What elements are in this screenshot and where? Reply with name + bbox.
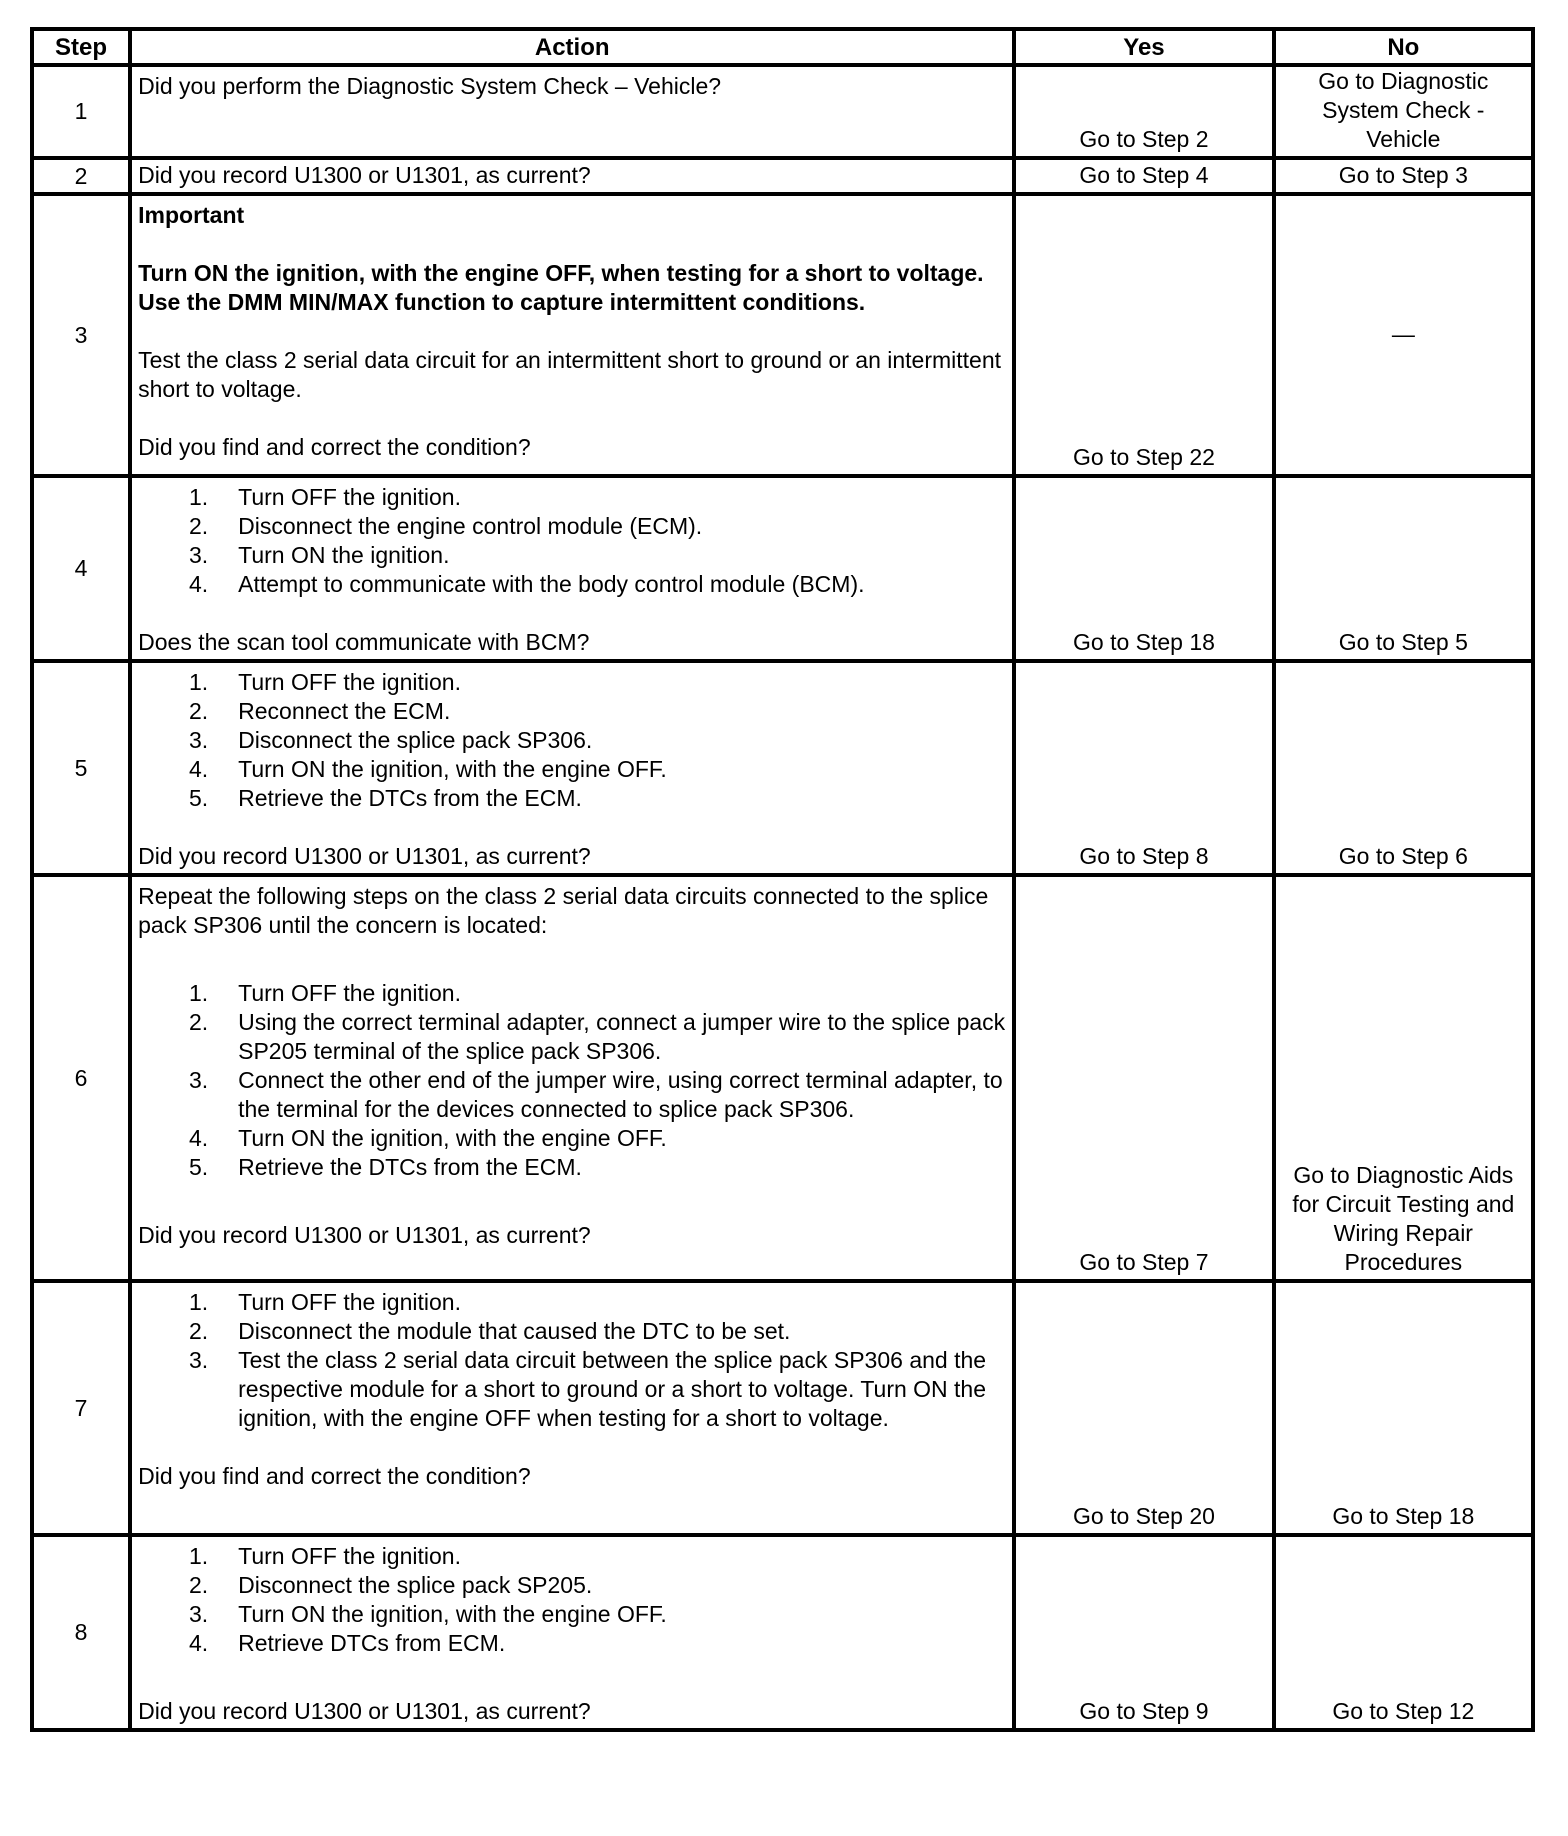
action-cell — [130, 65, 1014, 158]
substep-number: 2. — [188, 513, 209, 539]
substep-number: 2. — [188, 1009, 209, 1035]
step-number: 1 — [32, 65, 130, 158]
substep-number: 4. — [188, 571, 209, 597]
substep-list — [138, 1288, 1006, 1433]
table-row — [32, 661, 1533, 875]
header-no: No — [1274, 29, 1533, 65]
question-text: Did you record U1300 or U1301, as current? — [138, 1698, 591, 1724]
yes-link[interactable]: Go to Step 18 — [1073, 629, 1215, 655]
yes-cell — [1014, 1281, 1273, 1535]
substep-number: 4. — [188, 1630, 209, 1656]
list-item — [138, 1288, 1006, 1317]
list-item — [138, 541, 1006, 570]
list-item — [138, 483, 1006, 512]
question-text: Did you find and correct the condition? — [138, 1463, 531, 1489]
no-cell — [1274, 661, 1533, 875]
table-row — [32, 1281, 1533, 1535]
action-cell — [130, 476, 1014, 661]
substep-text: Turn OFF the ignition. — [238, 980, 461, 1006]
list-item — [138, 668, 1006, 697]
yes-link[interactable]: Go to Step 9 — [1079, 1698, 1209, 1724]
important-text: Turn ON the ignition, with the engine OFF, when testing for a short to voltage. Use the DMM MIN/MAX function to capture intermittent conditions. — [138, 260, 984, 315]
substep-number: 5. — [188, 1154, 209, 1180]
yes-cell — [1014, 661, 1273, 875]
list-item — [138, 1124, 1006, 1153]
substep-number: 3. — [188, 542, 209, 568]
no-cell — [1274, 1535, 1533, 1730]
substep-number: 2. — [188, 1318, 209, 1344]
substep-number: 5. — [188, 785, 209, 811]
list-item — [138, 1008, 1006, 1066]
intro-text: Repeat the following steps on the class 2 serial data circuits connected to the splice pack SP306 until the concern is located: — [138, 883, 989, 938]
substep-text: Turn ON the ignition. — [238, 542, 450, 568]
substep-number: 1. — [188, 484, 209, 510]
substep-text: Retrieve the DTCs from the ECM. — [238, 785, 582, 811]
list-item — [138, 726, 1006, 755]
yes-link[interactable]: Go to Step 22 — [1073, 444, 1215, 470]
list-item — [138, 1066, 1006, 1124]
substep-number: 4. — [188, 756, 209, 782]
list-item — [138, 1571, 1006, 1600]
no-link[interactable]: Go to Diagnostic Aids for Circuit Testing and Wiring Repair Procedures — [1292, 1162, 1515, 1275]
no-link[interactable]: Go to Diagnostic System Check - Vehicle — [1318, 68, 1489, 152]
list-item — [138, 1317, 1006, 1346]
no-link[interactable]: Go to Step 3 — [1338, 161, 1468, 188]
header-yes: Yes — [1014, 29, 1273, 65]
substep-number: 1. — [188, 980, 209, 1006]
substep-text: Turn OFF the ignition. — [238, 1543, 461, 1569]
table-row — [32, 476, 1533, 661]
substep-list — [138, 483, 1006, 599]
list-item — [138, 697, 1006, 726]
no-link[interactable]: Go to Step 18 — [1332, 1503, 1475, 1529]
action-cell — [130, 875, 1014, 1281]
substep-text: Reconnect the ECM. — [238, 698, 451, 724]
list-item — [138, 1542, 1006, 1571]
no-cell — [1274, 476, 1533, 661]
substep-number: 3. — [188, 1067, 209, 1093]
no-link[interactable]: Go to Step 5 — [1338, 629, 1468, 655]
list-item — [138, 979, 1006, 1008]
step-number: 5 — [32, 661, 130, 875]
substep-text: Test the class 2 serial data circuit between the splice pack SP306 and the respective module for a short to ground or a short to voltage. Turn ON the ignition, with the engine OFF when testing for a short to voltage. — [238, 1347, 987, 1431]
step-number: 2 — [32, 158, 130, 194]
substep-text: Turn ON the ignition, with the engine OFF. — [238, 1125, 667, 1151]
yes-link[interactable]: Go to Step 4 — [1079, 161, 1209, 188]
step-number: 4 — [32, 476, 130, 661]
question-text: Did you perform the Diagnostic System Check – Vehicle? — [138, 73, 722, 99]
no-cell — [1274, 65, 1533, 158]
substep-text: Turn OFF the ignition. — [238, 1289, 461, 1315]
list-item — [138, 1629, 1006, 1658]
yes-link[interactable]: Go to Step 2 — [1079, 126, 1209, 152]
no-cell — [1274, 194, 1533, 476]
action-cell — [130, 158, 1014, 194]
list-item — [138, 512, 1006, 541]
yes-cell — [1014, 1535, 1273, 1730]
substep-number: 3. — [188, 727, 209, 753]
question-text: Does the scan tool communicate with BCM? — [138, 629, 590, 655]
no-cell — [1274, 158, 1533, 194]
substep-number: 1. — [188, 1289, 209, 1315]
substep-text: Disconnect the module that caused the DTC to be set. — [238, 1318, 791, 1344]
question-text: Did you find and correct the condition? — [138, 434, 531, 460]
no-cell — [1274, 1281, 1533, 1535]
question-text: Did you record U1300 or U1301, as current? — [138, 162, 591, 188]
table-row — [32, 1535, 1533, 1730]
substep-text: Connect the other end of the jumper wire, using correct terminal adapter, to the terminal for the devices connected to splice pack SP306. — [238, 1067, 1003, 1122]
substep-number: 3. — [188, 1601, 209, 1627]
substep-number: 2. — [188, 1572, 209, 1598]
substep-number: 3. — [188, 1347, 209, 1373]
header-row — [32, 29, 1533, 65]
list-item — [138, 755, 1006, 784]
yes-cell — [1014, 476, 1273, 661]
substep-text: Disconnect the engine control module (ECM). — [238, 513, 703, 539]
action-cell — [130, 661, 1014, 875]
substep-text: Retrieve DTCs from ECM. — [238, 1630, 506, 1656]
step-number: 7 — [32, 1281, 130, 1535]
yes-cell — [1014, 158, 1273, 194]
question-text: Did you record U1300 or U1301, as current? — [138, 1222, 591, 1248]
substep-list — [138, 668, 1006, 813]
yes-link[interactable]: Go to Step 20 — [1073, 1503, 1215, 1529]
diagnostic-table — [30, 27, 1535, 1732]
no-link[interactable]: Go to Step 12 — [1332, 1698, 1475, 1724]
substep-text: Turn ON the ignition, with the engine OFF. — [238, 1601, 667, 1627]
yes-cell — [1014, 875, 1273, 1281]
no-dash: — — [1391, 320, 1415, 347]
list-item — [138, 1600, 1006, 1629]
substep-list — [138, 979, 1006, 1182]
list-item — [138, 1153, 1006, 1182]
table-row — [32, 875, 1533, 1281]
substep-text: Disconnect the splice pack SP306. — [238, 727, 593, 753]
list-item — [138, 1346, 1006, 1433]
instruction-text: Test the class 2 serial data circuit for an intermittent short to ground or an intermittent short to voltage. — [138, 347, 1002, 402]
list-item — [138, 784, 1006, 813]
substep-text: Disconnect the splice pack SP205. — [238, 1572, 593, 1598]
yes-cell — [1014, 194, 1273, 476]
substep-text: Using the correct terminal adapter, connect a jumper wire to the splice pack SP205 terminal of the splice pack SP306. — [238, 1009, 1006, 1064]
header-step: Step — [32, 29, 130, 65]
table-row — [32, 194, 1533, 476]
question-text: Did you record U1300 or U1301, as current? — [138, 843, 591, 869]
substep-text: Attempt to communicate with the body control module (BCM). — [238, 571, 865, 597]
list-item — [138, 570, 1006, 599]
yes-cell — [1014, 65, 1273, 158]
important-title: Important — [138, 202, 245, 228]
step-number: 3 — [32, 194, 130, 476]
substep-number: 4. — [188, 1125, 209, 1151]
substep-number: 1. — [188, 1543, 209, 1569]
table-row — [32, 158, 1533, 194]
no-cell — [1274, 875, 1533, 1281]
step-number: 6 — [32, 875, 130, 1281]
action-cell — [130, 194, 1014, 476]
yes-link[interactable]: Go to Step 8 — [1079, 843, 1209, 869]
table-row — [32, 65, 1533, 158]
substep-text: Turn OFF the ignition. — [238, 484, 461, 510]
action-cell — [130, 1535, 1014, 1730]
substep-text: Turn OFF the ignition. — [238, 669, 461, 695]
substep-list — [138, 1542, 1006, 1658]
step-number: 8 — [32, 1535, 130, 1730]
substep-text: Turn ON the ignition, with the engine OFF. — [238, 756, 667, 782]
substep-number: 2. — [188, 698, 209, 724]
substep-number: 1. — [188, 669, 209, 695]
yes-link[interactable]: Go to Step 7 — [1079, 1249, 1209, 1275]
header-action: Action — [130, 29, 1014, 65]
no-link[interactable]: Go to Step 6 — [1338, 843, 1468, 869]
substep-text: Retrieve the DTCs from the ECM. — [238, 1154, 582, 1180]
action-cell — [130, 1281, 1014, 1535]
